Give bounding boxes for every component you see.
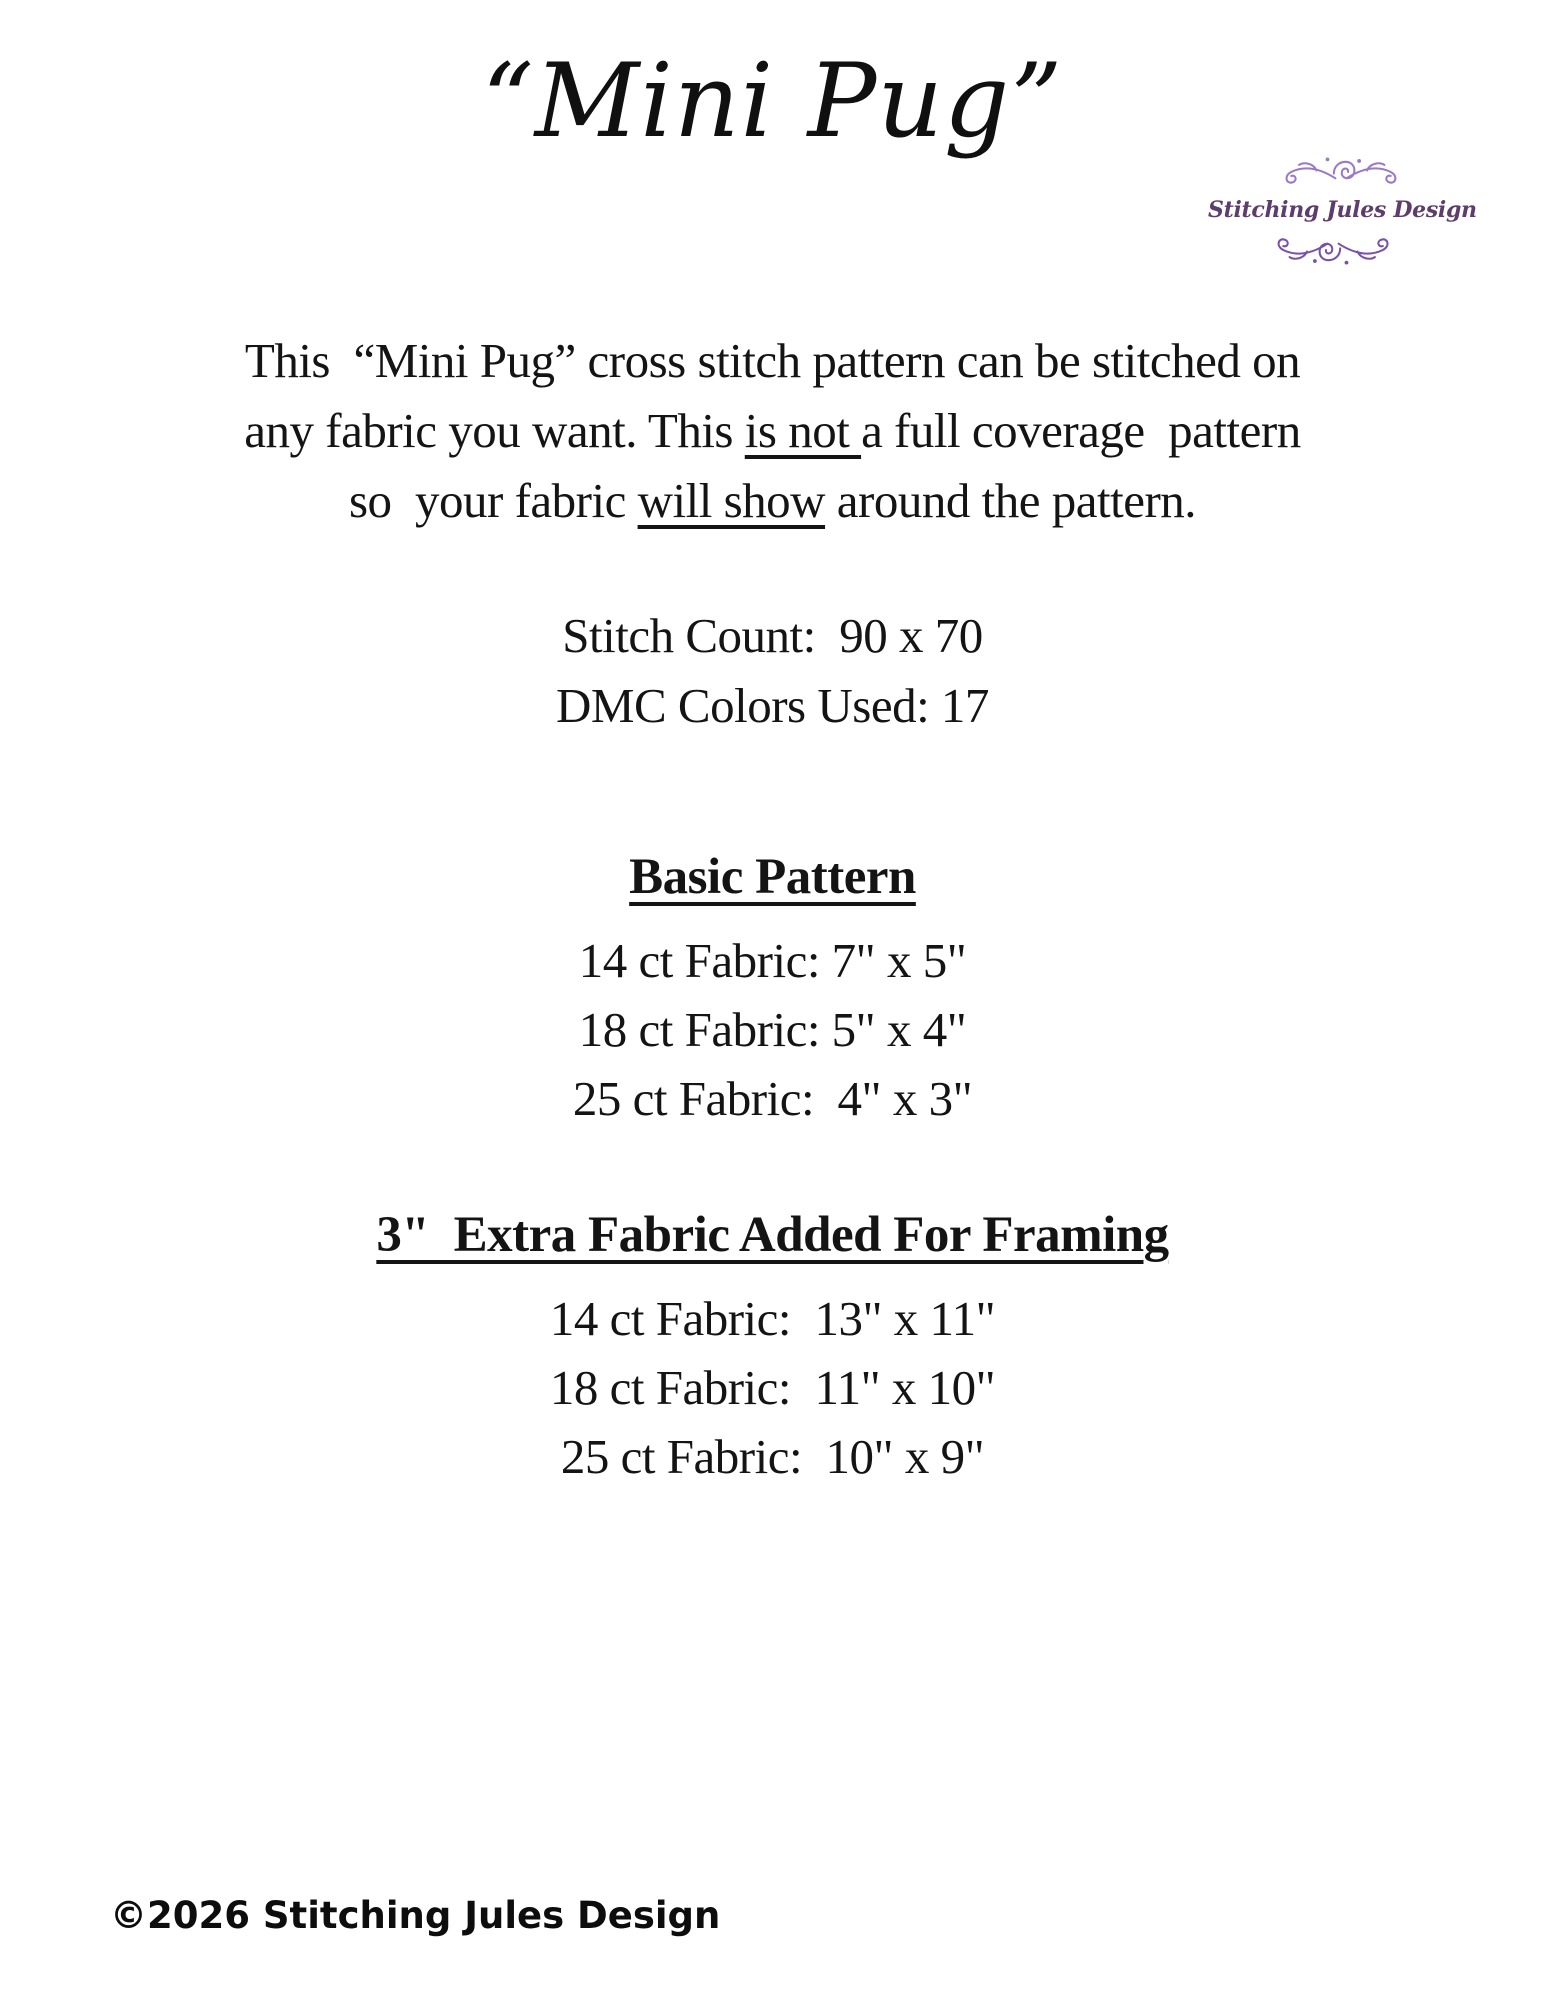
fabric-size-row: 25 ct Fabric: 10" x 9" xyxy=(560,1429,985,1484)
underlined-phrase-will-show: will show xyxy=(637,473,826,528)
fabric-size-row: 25 ct Fabric: 4" x 3" xyxy=(572,1071,973,1126)
stitch-count: Stitch Count: 90 x 70 xyxy=(562,608,983,663)
flourish-top-icon xyxy=(1258,146,1416,198)
framing-heading: 3" Extra Fabric Added For Framing xyxy=(376,1207,1169,1263)
fabric-size-row: 14 ct Fabric: 7" x 5" xyxy=(578,933,967,988)
brand-logo xyxy=(1208,146,1477,276)
flourish-bottom-icon xyxy=(1258,224,1416,276)
framing-section xyxy=(0,1206,1545,1491)
basic-pattern-heading: Basic Pattern xyxy=(629,849,916,905)
underlined-phrase-is-not: is not xyxy=(744,403,862,458)
dmc-colors-used: DMC Colors Used: 17 xyxy=(556,678,989,733)
basic-pattern-section xyxy=(0,848,1545,1133)
fabric-size-row: 18 ct Fabric: 5" x 4" xyxy=(578,1002,967,1057)
brand-name: Stitching Jules Design xyxy=(1208,197,1477,223)
pattern-stats xyxy=(0,601,1545,741)
intro-line-3: so your fabric will show around the pattern. xyxy=(348,473,1197,528)
fabric-size-row: 14 ct Fabric: 13" x 11" xyxy=(549,1291,996,1346)
intro-line-1: This “Mini Pug” cross stitch pattern can be stitched on xyxy=(244,333,1301,388)
fabric-size-row: 18 ct Fabric: 11" x 10" xyxy=(549,1360,996,1415)
intro-line-2: any fabric you want. This is not a full coverage pattern xyxy=(244,403,1301,458)
intro-paragraph xyxy=(0,326,1545,536)
page-title: “Mini Pug” xyxy=(481,42,1064,161)
copyright-footer: ©2026 Stitching Jules Design xyxy=(110,1894,721,1937)
